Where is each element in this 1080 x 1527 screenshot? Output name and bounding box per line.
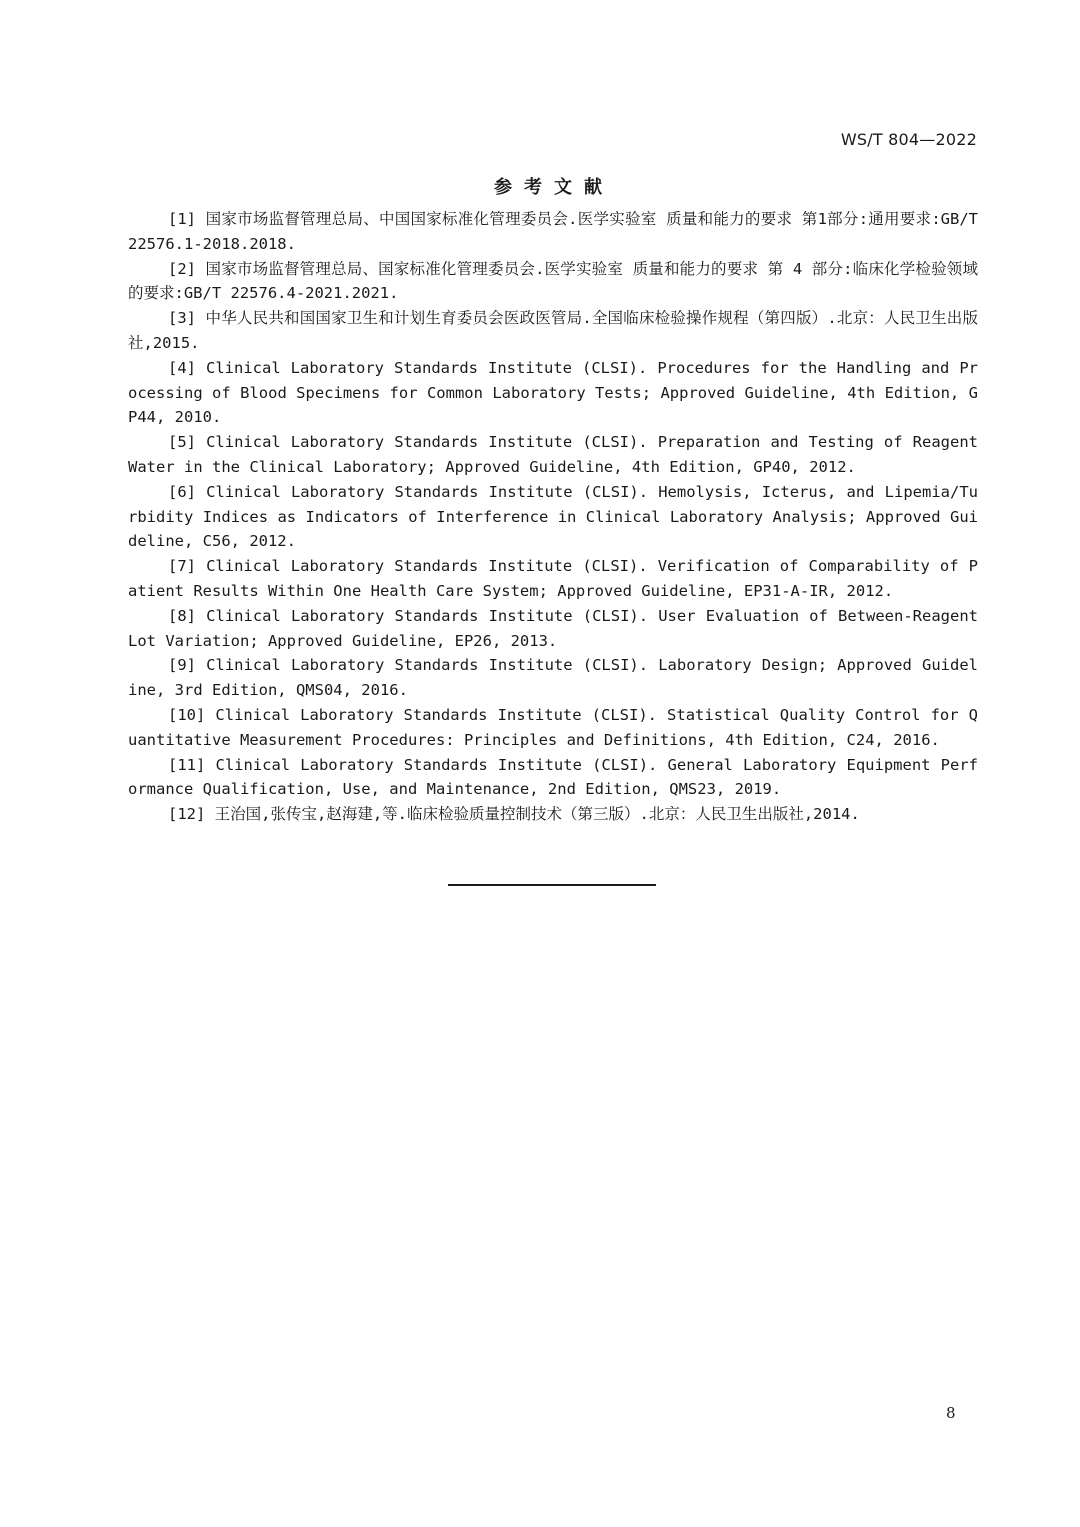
reference-item-9: [9] Clinical Laboratory Standards Institute (CLSI). Laboratory Design; Approved Guideline, 3rd Edition, QMS04, 2016. [128, 656, 978, 700]
reference-list [128, 207, 978, 827]
reference-item-10: [10] Clinical Laboratory Standards Institute (CLSI). Statistical Quality Control for Quantitative Measurement Procedures: Principles and Definitions, 4th Edition, C24, 2016. [128, 705, 978, 749]
reference-item-11: [11] Clinical Laboratory Standards Institute (CLSI). General Laboratory Equipment Performance Qualification, Use, and Maintenance, 2nd Edition, QMS23, 2019. [128, 755, 978, 799]
document-code: WS/T 804—2022 [840, 130, 977, 149]
reference-item-2: [2] 国家市场监督管理总局、国家标准化管理委员会.医学实验室 质量和能力的要求 第 4 部分:临床化学检验领域的要求:GB/T 22576.4-2021.2021. [128, 259, 978, 303]
reference-item-5: [5] Clinical Laboratory Standards Institute (CLSI). Preparation and Testing of Reagent Water in the Clinical Laboratory; Approved Guideline, 4th Edition, GP40, 2012. [128, 433, 978, 476]
reference-item-8: [8] Clinical Laboratory Standards Institute (CLSI). User Evaluation of Between-Reagent Lot Variation; Approved Guideline, EP26, 2013. [128, 606, 978, 650]
reference-item-4: [4] Clinical Laboratory Standards Institute (CLSI). Procedures for the Handling and Processing of Blood Specimens for Common Laboratory Tests; Approved Guideline, 4th Edition, GP44, 2010. [128, 358, 978, 427]
reference-item-1: [1] 国家市场监督管理总局、中国国家标准化管理委员会.医学实验室 质量和能力的要求 第1部分:通用要求:GB/T 22576.1-2018.2018. [128, 210, 978, 253]
reference-item-7: [7] Clinical Laboratory Standards Institute (CLSI). Verification of Comparability of Patient Results Within One Health Care System; Approved Guideline, EP31-A-IR, 2012. [128, 557, 978, 600]
page-number: 8 [946, 1404, 956, 1422]
reference-item-3: [3] 中华人民共和国国家卫生和计划生育委员会医政医管局.全国临床检验操作规程（第四版）.北京：人民卫生出版社,2015. [128, 309, 978, 352]
reference-item-12: [12] 王治国,张传宝,赵海建,等.临床检验质量控制技术（第三版）.北京：人民卫生出版社,2014. [168, 805, 860, 824]
reference-item-6: [6] Clinical Laboratory Standards Institute (CLSI). Hemolysis, Icterus, and Lipemia/Turbidity Indices as Indicators of Interference in Clinical Laboratory Analysis; Approved Guideline, C56, 2012. [128, 482, 978, 551]
end-divider-line [448, 884, 656, 886]
section-title: 参考文献 [494, 177, 614, 198]
